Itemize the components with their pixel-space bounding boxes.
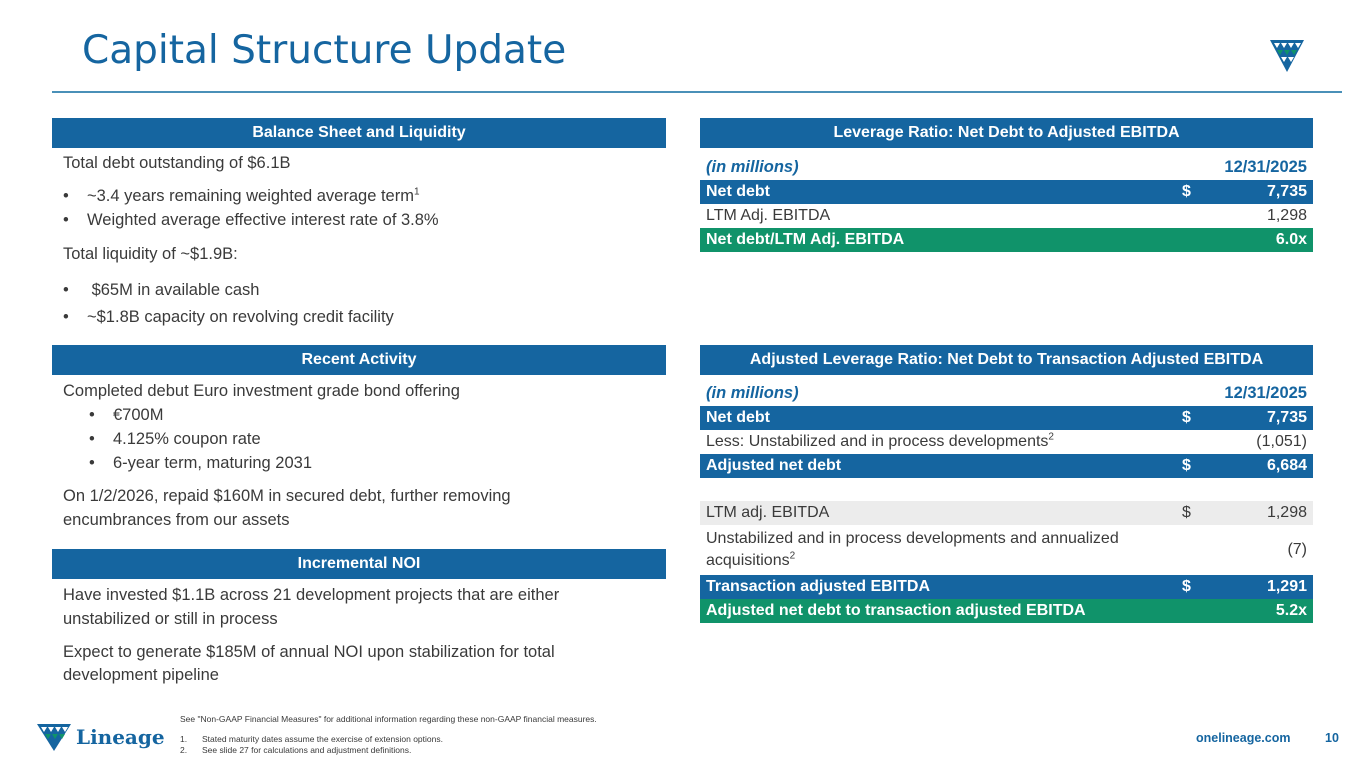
list-item: • 6-year term, maturing 2031	[89, 454, 313, 472]
adjusted-leverage-table-head: (in millions) 12/31/2025	[706, 383, 1307, 402]
total-debt-text: Total debt outstanding of $6.1B	[63, 154, 291, 172]
brand-name: Lineage	[76, 725, 165, 749]
non-gaap-note: See "Non-GAAP Financial Measures" for additional information regarding these non-GAAP financial measures.	[180, 714, 597, 724]
list-item: • $65M in available cash	[63, 281, 260, 299]
noi-expect-text: Expect to generate $185M of annual NOI upon stabilization for total	[63, 643, 555, 661]
list-item: • ~$1.8B capacity on revolving credit facility	[63, 308, 394, 326]
page-number: 10	[1325, 731, 1339, 745]
table-row: Unstabilized and in process developments and annualized acquisitions$^2$ (7)	[706, 530, 1307, 569]
recent-activity-text: Completed debut Euro investment grade bond offering	[63, 382, 460, 400]
repayment-text: On 1/2/2026, repaid $160M in secured debt, further removing	[63, 487, 511, 505]
leverage-table-head: (in millions) 12/31/2025	[706, 157, 1307, 176]
list-item: • €700M	[89, 406, 164, 424]
repayment-text-cont: encumbrances from our assets	[63, 511, 290, 529]
lineage-logo-icon	[36, 722, 72, 752]
balance-sheet-header: Balance Sheet and Liquidity	[52, 118, 666, 148]
page-title: Capital Structure Update	[82, 28, 567, 73]
recent-activity-header: Recent Activity	[52, 345, 666, 375]
table-row: Net debt $ 7,735	[700, 180, 1313, 204]
list-item: • Weighted average effective interest rate of 3.8%	[63, 211, 439, 229]
website-link[interactable]: onelineage.com	[1196, 731, 1291, 745]
noi-text: Have invested $1.1B across 21 development projects that are either	[63, 586, 560, 604]
noi-expect-text-cont: development pipeline	[63, 666, 219, 684]
lineage-logo-icon	[1268, 36, 1306, 74]
table-row: Net debt $ 7,735	[700, 406, 1313, 430]
table-row: Less: Unstabilized and in process developments$^2$ (1,051)	[706, 431, 1307, 450]
footnote-2: 2. See slide 27 for calculations and adjustment definitions.	[180, 745, 412, 755]
table-row: Net debt/LTM Adj. EBITDA 6.0x	[700, 228, 1313, 252]
table-row: LTM adj. EBITDA $ 1,298	[700, 501, 1313, 525]
list-item: • 4.125% coupon rate	[89, 430, 261, 448]
total-liquidity-text: Total liquidity of ~$1.9B:	[63, 245, 238, 263]
table-row: Adjusted net debt $ 6,684	[700, 454, 1313, 478]
leverage-header: Leverage Ratio: Net Debt to Adjusted EBITDA	[700, 118, 1313, 148]
table-row: LTM Adj. EBITDA 1,298	[706, 207, 1307, 224]
title-divider	[52, 91, 1342, 93]
list-item: • ~3.4 years remaining weighted average term$^1$	[63, 186, 420, 205]
footnote-1: 1. Stated maturity dates assume the exercise of extension options.	[180, 734, 443, 744]
table-row: Adjusted net debt to transaction adjusted EBITDA 5.2x	[700, 599, 1313, 623]
noi-text-cont: unstabilized or still in process	[63, 610, 278, 628]
table-row: Transaction adjusted EBITDA $ 1,291	[700, 575, 1313, 599]
incremental-noi-header: Incremental NOI	[52, 549, 666, 579]
adjusted-leverage-header: Adjusted Leverage Ratio: Net Debt to Transaction Adjusted EBITDA	[700, 345, 1313, 375]
